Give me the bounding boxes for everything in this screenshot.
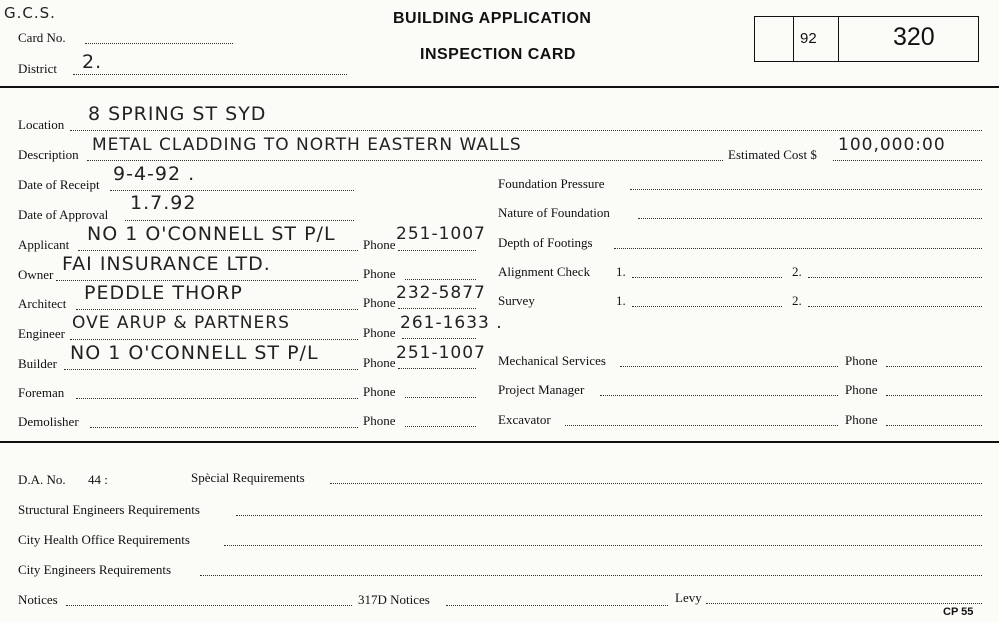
box-divider-1: [793, 17, 794, 61]
notices-317d-line: [446, 593, 668, 606]
engineer-phone-label: Phone: [363, 325, 396, 340]
survey-label: Survey: [498, 293, 535, 308]
special-requirements-line: [330, 471, 982, 484]
demolisher-phone-label: Phone: [363, 413, 396, 428]
applicant-phone-value: 251-1007: [396, 224, 486, 244]
foundation-pressure-label: Foundation Pressure: [498, 176, 605, 191]
middle-rule: [0, 441, 999, 443]
builder-phone-line: [398, 356, 476, 369]
top-rule: [0, 86, 999, 88]
card-title-line1: BUILDING APPLICATION: [393, 10, 592, 27]
card-title-line2: INSPECTION CARD: [420, 46, 576, 63]
gcs-mark: G.C.S.: [4, 4, 56, 22]
alignment-line1: [632, 265, 782, 278]
applicant-value: NO 1 O'CONNELL ST P/L: [87, 223, 336, 245]
engineer-line: [70, 327, 358, 340]
notices-317d-label: 317D Notices: [358, 592, 430, 607]
city-health-label: City Health Office Requirements: [18, 532, 190, 547]
engineer-phone-value: 261-1633 .: [400, 313, 503, 333]
project-manager-label: Project Manager: [498, 382, 585, 397]
applicant-line: [78, 238, 358, 251]
builder-label: Builder: [18, 356, 57, 371]
survey-line2: [808, 294, 982, 307]
estimated-cost-line: [833, 148, 982, 161]
box-number: 320: [893, 23, 935, 51]
architect-label: Architect: [18, 296, 67, 311]
date-receipt-line: [110, 178, 354, 191]
excavator-line: [565, 413, 838, 426]
survey-line1: [632, 294, 782, 307]
special-requirements-label: Spècial Requirements: [191, 470, 305, 485]
city-engineers-line: [200, 563, 982, 576]
estimated-cost-label: Estimated Cost $: [728, 147, 817, 162]
nature-foundation-line: [638, 206, 982, 219]
alignment-check-label: Alignment Check: [498, 264, 591, 279]
foreman-phone-line: [405, 385, 476, 398]
excavator-phone-label: Phone: [845, 412, 878, 427]
notices-label: Notices: [18, 592, 58, 607]
estimated-cost-value: 100,000:00: [838, 135, 946, 155]
demolisher-line: [90, 415, 358, 428]
mechanical-label: Mechanical Services: [498, 353, 606, 368]
description-value: METAL CLADDING TO NORTH EASTERN WALLS: [92, 135, 522, 155]
owner-line: [56, 268, 358, 281]
builder-value: NO 1 O'CONNELL ST P/L: [70, 342, 319, 364]
location-label: Location: [18, 117, 65, 132]
excavator-phone-line: [886, 413, 982, 426]
project-manager-phone-label: Phone: [845, 382, 878, 397]
applicant-phone-line: [398, 238, 476, 251]
date-receipt-label: Date of Receipt: [18, 177, 100, 192]
district-line: [73, 62, 347, 75]
owner-label: Owner: [18, 267, 54, 282]
card-number-box: [754, 16, 979, 62]
engineer-phone-line: [402, 326, 476, 339]
date-approval-label: Date of Approval: [18, 207, 109, 222]
survey-num2: 2.: [792, 293, 802, 308]
levy-label: Levy: [675, 590, 702, 605]
nature-foundation-label: Nature of Foundation: [498, 205, 610, 220]
applicant-phone-label: Phone: [363, 237, 396, 252]
demolisher-label: Demolisher: [18, 414, 79, 429]
owner-value: FAI INSURANCE LTD.: [62, 253, 271, 275]
foreman-label: Foreman: [18, 385, 65, 400]
form-code: CP 55: [943, 606, 974, 618]
depth-footings-line: [614, 236, 982, 249]
builder-phone-value: 251-1007: [396, 343, 486, 363]
levy-line: [706, 591, 982, 604]
demolisher-phone-line: [405, 414, 476, 427]
applicant-label: Applicant: [18, 237, 70, 252]
district-value: 2.: [82, 51, 103, 73]
excavator-label: Excavator: [498, 412, 551, 427]
box-divider-2: [838, 17, 839, 61]
notices-line: [66, 593, 352, 606]
builder-line: [64, 357, 358, 370]
survey-num1: 1.: [616, 293, 626, 308]
mechanical-phone-label: Phone: [845, 353, 878, 368]
architect-line: [76, 297, 358, 310]
mechanical-line: [620, 354, 838, 367]
foreman-phone-label: Phone: [363, 384, 396, 399]
project-manager-line: [600, 383, 838, 396]
card-no-label: Card No.: [18, 30, 66, 45]
mechanical-phone-line: [886, 354, 982, 367]
date-receipt-value: 9-4-92 .: [113, 163, 196, 185]
city-health-line: [224, 533, 982, 546]
depth-footings-label: Depth of Footings: [498, 235, 593, 250]
foundation-pressure-line: [630, 177, 982, 190]
project-manager-phone-line: [886, 383, 982, 396]
description-label: Description: [18, 147, 79, 162]
district-label: District: [18, 61, 57, 76]
date-approval-line: [125, 208, 354, 221]
engineer-value: OVE ARUP & PARTNERS: [72, 313, 290, 333]
owner-phone-line: [405, 267, 476, 280]
owner-phone-label: Phone: [363, 266, 396, 281]
da-no-value: 44 :: [88, 472, 108, 487]
alignment-num2: 2.: [792, 264, 802, 279]
architect-phone-label: Phone: [363, 295, 396, 310]
date-approval-value: 1.7.92: [130, 192, 197, 214]
engineer-label: Engineer: [18, 326, 65, 341]
city-engineers-label: City Engineers Requirements: [18, 562, 172, 577]
architect-value: PEDDLE THORP: [84, 282, 243, 304]
location-value: 8 SPRING ST SYD: [88, 103, 267, 125]
architect-phone-line: [398, 296, 476, 309]
structural-label: Structural Engineers Requirements: [18, 502, 200, 517]
builder-phone-label: Phone: [363, 355, 396, 370]
box-year: 92: [800, 30, 817, 47]
da-no-label: D.A. No.: [18, 472, 66, 487]
foreman-line: [76, 386, 358, 399]
architect-phone-value: 232-5877: [396, 283, 486, 303]
structural-line: [236, 503, 982, 516]
alignment-line2: [808, 265, 982, 278]
card-no-line: [85, 31, 233, 44]
alignment-num1: 1.: [616, 264, 626, 279]
